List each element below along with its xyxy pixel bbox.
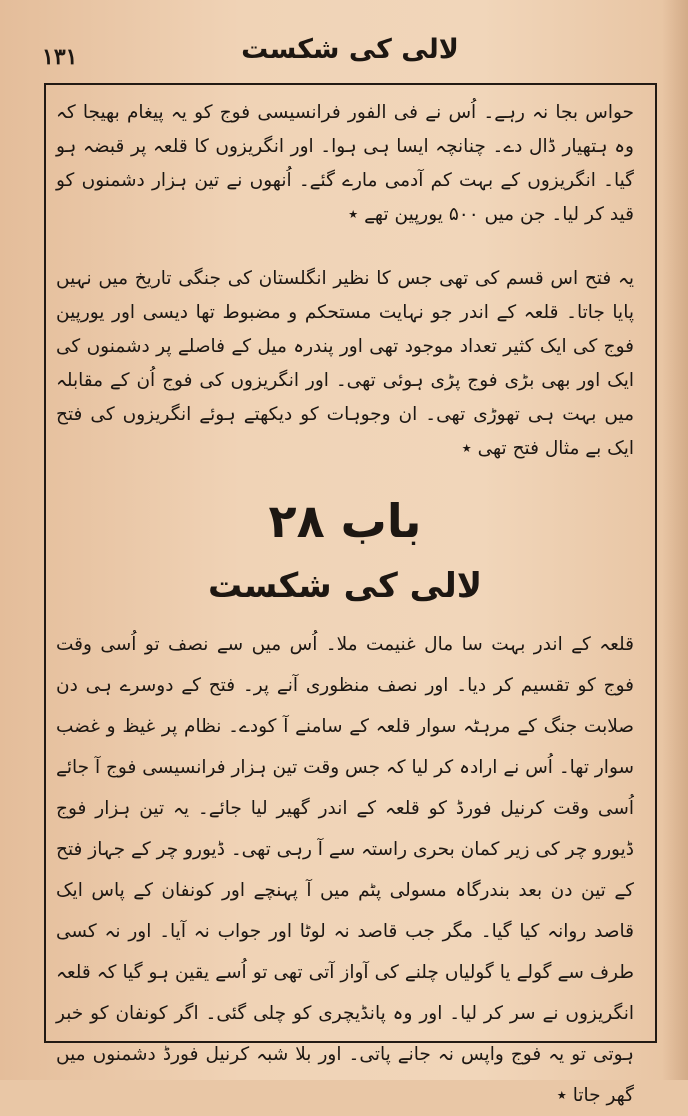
chapter-title: لالی کی شکست	[207, 566, 483, 606]
paragraph-1-text: حواس بجا نہ رہے۔ اُس نے فی الفور فرانسیسی فوج کو یہ پیغام بھیجا کہ وہ ہتھیار ڈال دے۔ چنانچہ ایسا ہی ہوا۔ اور انگریزوں کا قلعہ پر قبضہ ہو گیا۔ انگریزوں کے بہت کم آدمی مارے گئے۔ اُنھوں نے تین ہزار دشمنوں کو قید کر لیا۔ جن میں ۵۰۰ یورپین تھے ٭	[56, 102, 634, 225]
chapter-label: باب ۲۸	[268, 494, 422, 548]
paragraph-1	[56, 96, 634, 232]
paragraph-3	[56, 624, 634, 1116]
page-number: ۱۳۱	[42, 44, 78, 70]
paragraph-2-text: یہ فتح اس قسم کی تھی جس کا نظیر انگلستان کی جنگی تاریخ میں نہیں پایا جاتا۔ قلعہ کے اندر جو نہایت مستحکم و مضبوط تھا دیسی اور یورپین فوج کی ایک کثیر تعداد موجود تھی اور پندرہ میل کے فاصلے پر دشمنوں کی ایک اور بھی بڑی فوج پڑی ہوئی تھی۔ اور انگریزوں کی فوج اُن کے مقابلہ میں بہت ہی تھوڑی تھی۔ ان وجوہات کو دیکھتے ہوئے انگریزوں کی فتح ایک بے مثال فتح تھی ٭	[56, 268, 634, 459]
page-edge-shadow	[662, 0, 688, 1080]
paragraph-3-text: قلعہ کے اندر بہت سا مال غنیمت ملا۔ اُس میں سے نصف تو اُسی وقت فوج کو تقسیم کر دیا۔ اور نصف منظوری آنے پر۔ فتح کے دوسرے ہی دن صلابت جنگ کے مرہٹہ سوار قلعہ کے سامنے آ کودے۔ نظام پر غیظ و غضب سوار تھا۔ اُس نے ارادہ کر لیا کہ جس وقت تین ہزار فرانسیسی فوج آ جائے اُسی وقت کرنیل فورڈ کو قلعہ کے اندر گھیر لیا جائے۔ یہ تین ہزار فوج ڈیورو چر کی زیر کمان بحری راستہ سے آ رہی تھی۔ ڈیورو چر کے جہاز فتح کے تین دن بعد بندرگاہ مسولی پٹم میں آ پہنچے اور کونفان کے پاس ایک قاصد روانہ کیا گیا۔ مگر جب قاصد نہ لوٹا اور جواب نہ آیا۔ اور نہ کسی طرف سے گولے یا گولیاں چلنے کی آواز آتی تھی تو اُسے یقین ہو گیا کہ قلعہ انگریزوں نے سر کر لیا۔ اور وہ پانڈیچری کو چلی گئی۔ اگر کونفان کو خبر ہوتی تو یہ فوج واپس نہ جانے پاتی۔ اور بلا شبہ کرنیل فورڈ دشمنوں میں گھر جاتا ٭	[56, 634, 634, 1106]
paragraph-2	[56, 262, 634, 466]
running-title: لالی کی شکست	[241, 34, 459, 65]
